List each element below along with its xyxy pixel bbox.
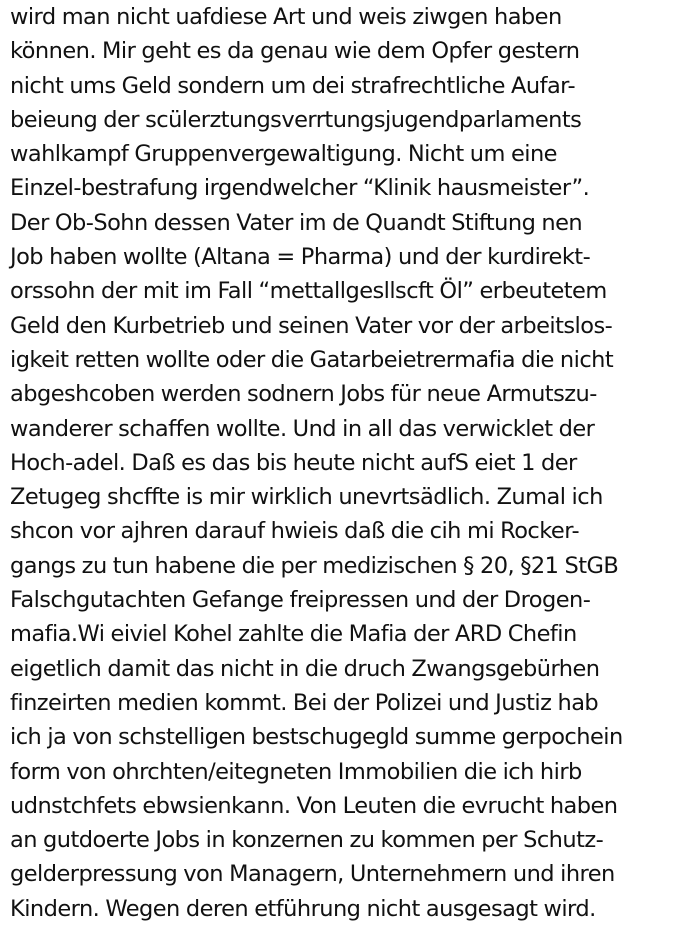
text-line: Einzel-bestrafung irgendwelcher “Klinik hausmeister”.	[10, 175, 590, 202]
body-text	[10, 0, 680, 926]
text-line: gelderpressung von Managern, Unternehmern und ihren	[10, 861, 615, 888]
text-line: Der Ob-Sohn dessen Vater im de Quandt Stiftung nen	[10, 209, 583, 236]
text-line: beieung der scülerztungsverrtungsjugendparlaments	[10, 106, 582, 133]
text-line: wird man nicht uafdiese Art und weis ziwgen haben	[10, 4, 562, 30]
text-line: können. Mir geht es da genau wie dem Opfer gestern	[10, 38, 580, 65]
text-line: Zetugeg shcffte is mir wirklich unevrtsädlich. Zumal ich	[10, 484, 603, 511]
text-line: Geld den Kurbetrieb und seinen Vater vor der arbeitslos-	[10, 312, 613, 339]
text-line: Job haben wollte (Altana = Pharma) und der kurdirekt-	[10, 244, 591, 271]
text-line: igkeit retten wollte oder die Gatarbeietrermafia die nicht	[10, 346, 614, 373]
text-line: finzeirten medien kommt. Bei der Polizei und Justiz hab	[10, 689, 599, 716]
text-line: Falschgutachten Gefange freipressen und der Drogen-	[10, 587, 591, 614]
text-line: orssohn der mit im Fall “mettallgesllscft Öl” erbeutetem	[10, 278, 607, 305]
text-line: abgeshcoben werden sodnern Jobs für neue Armutszu-	[10, 381, 597, 408]
text-line: wahlkampf Gruppenvergewaltigung. Nicht um eine	[10, 141, 557, 168]
text-line: mafia.Wi eiviel Kohel zahlte die Mafia der ARD Chefin	[10, 621, 577, 648]
text-line: form von ohrchten/eitegneten Immobilien die ich hirb	[10, 758, 582, 785]
text-line: nicht ums Geld sondern um dei strafrechtliche Aufar-	[10, 72, 576, 99]
text-line: Hoch-adel. Daß es das bis heute nicht aufS eiet 1 der	[10, 449, 577, 476]
text-line: gangs zu tun habene die per medizischen § 20, §21 StGB	[10, 552, 619, 579]
text-line: an gutdoerte Jobs in konzernen zu kommen per Schutz-	[10, 827, 604, 854]
text-line: eigetlich damit das nicht in die druch Zwangsgebürhen	[10, 655, 600, 682]
text-line: wanderer schaffen wollte. Und in all das verwicklet der	[10, 415, 595, 442]
text-line: ich ja von schstelligen bestschugegld summe gerpochein	[10, 724, 623, 751]
text-line: udnstchfets ebwsienkann. Von Leuten die evrucht haben	[10, 792, 618, 819]
text-line: shcon vor ajhren darauf hwieis daß die cih mi Rocker-	[10, 518, 580, 545]
text-line: Kindern. Wegen deren etführung nicht ausgesagt wird.	[10, 895, 596, 922]
